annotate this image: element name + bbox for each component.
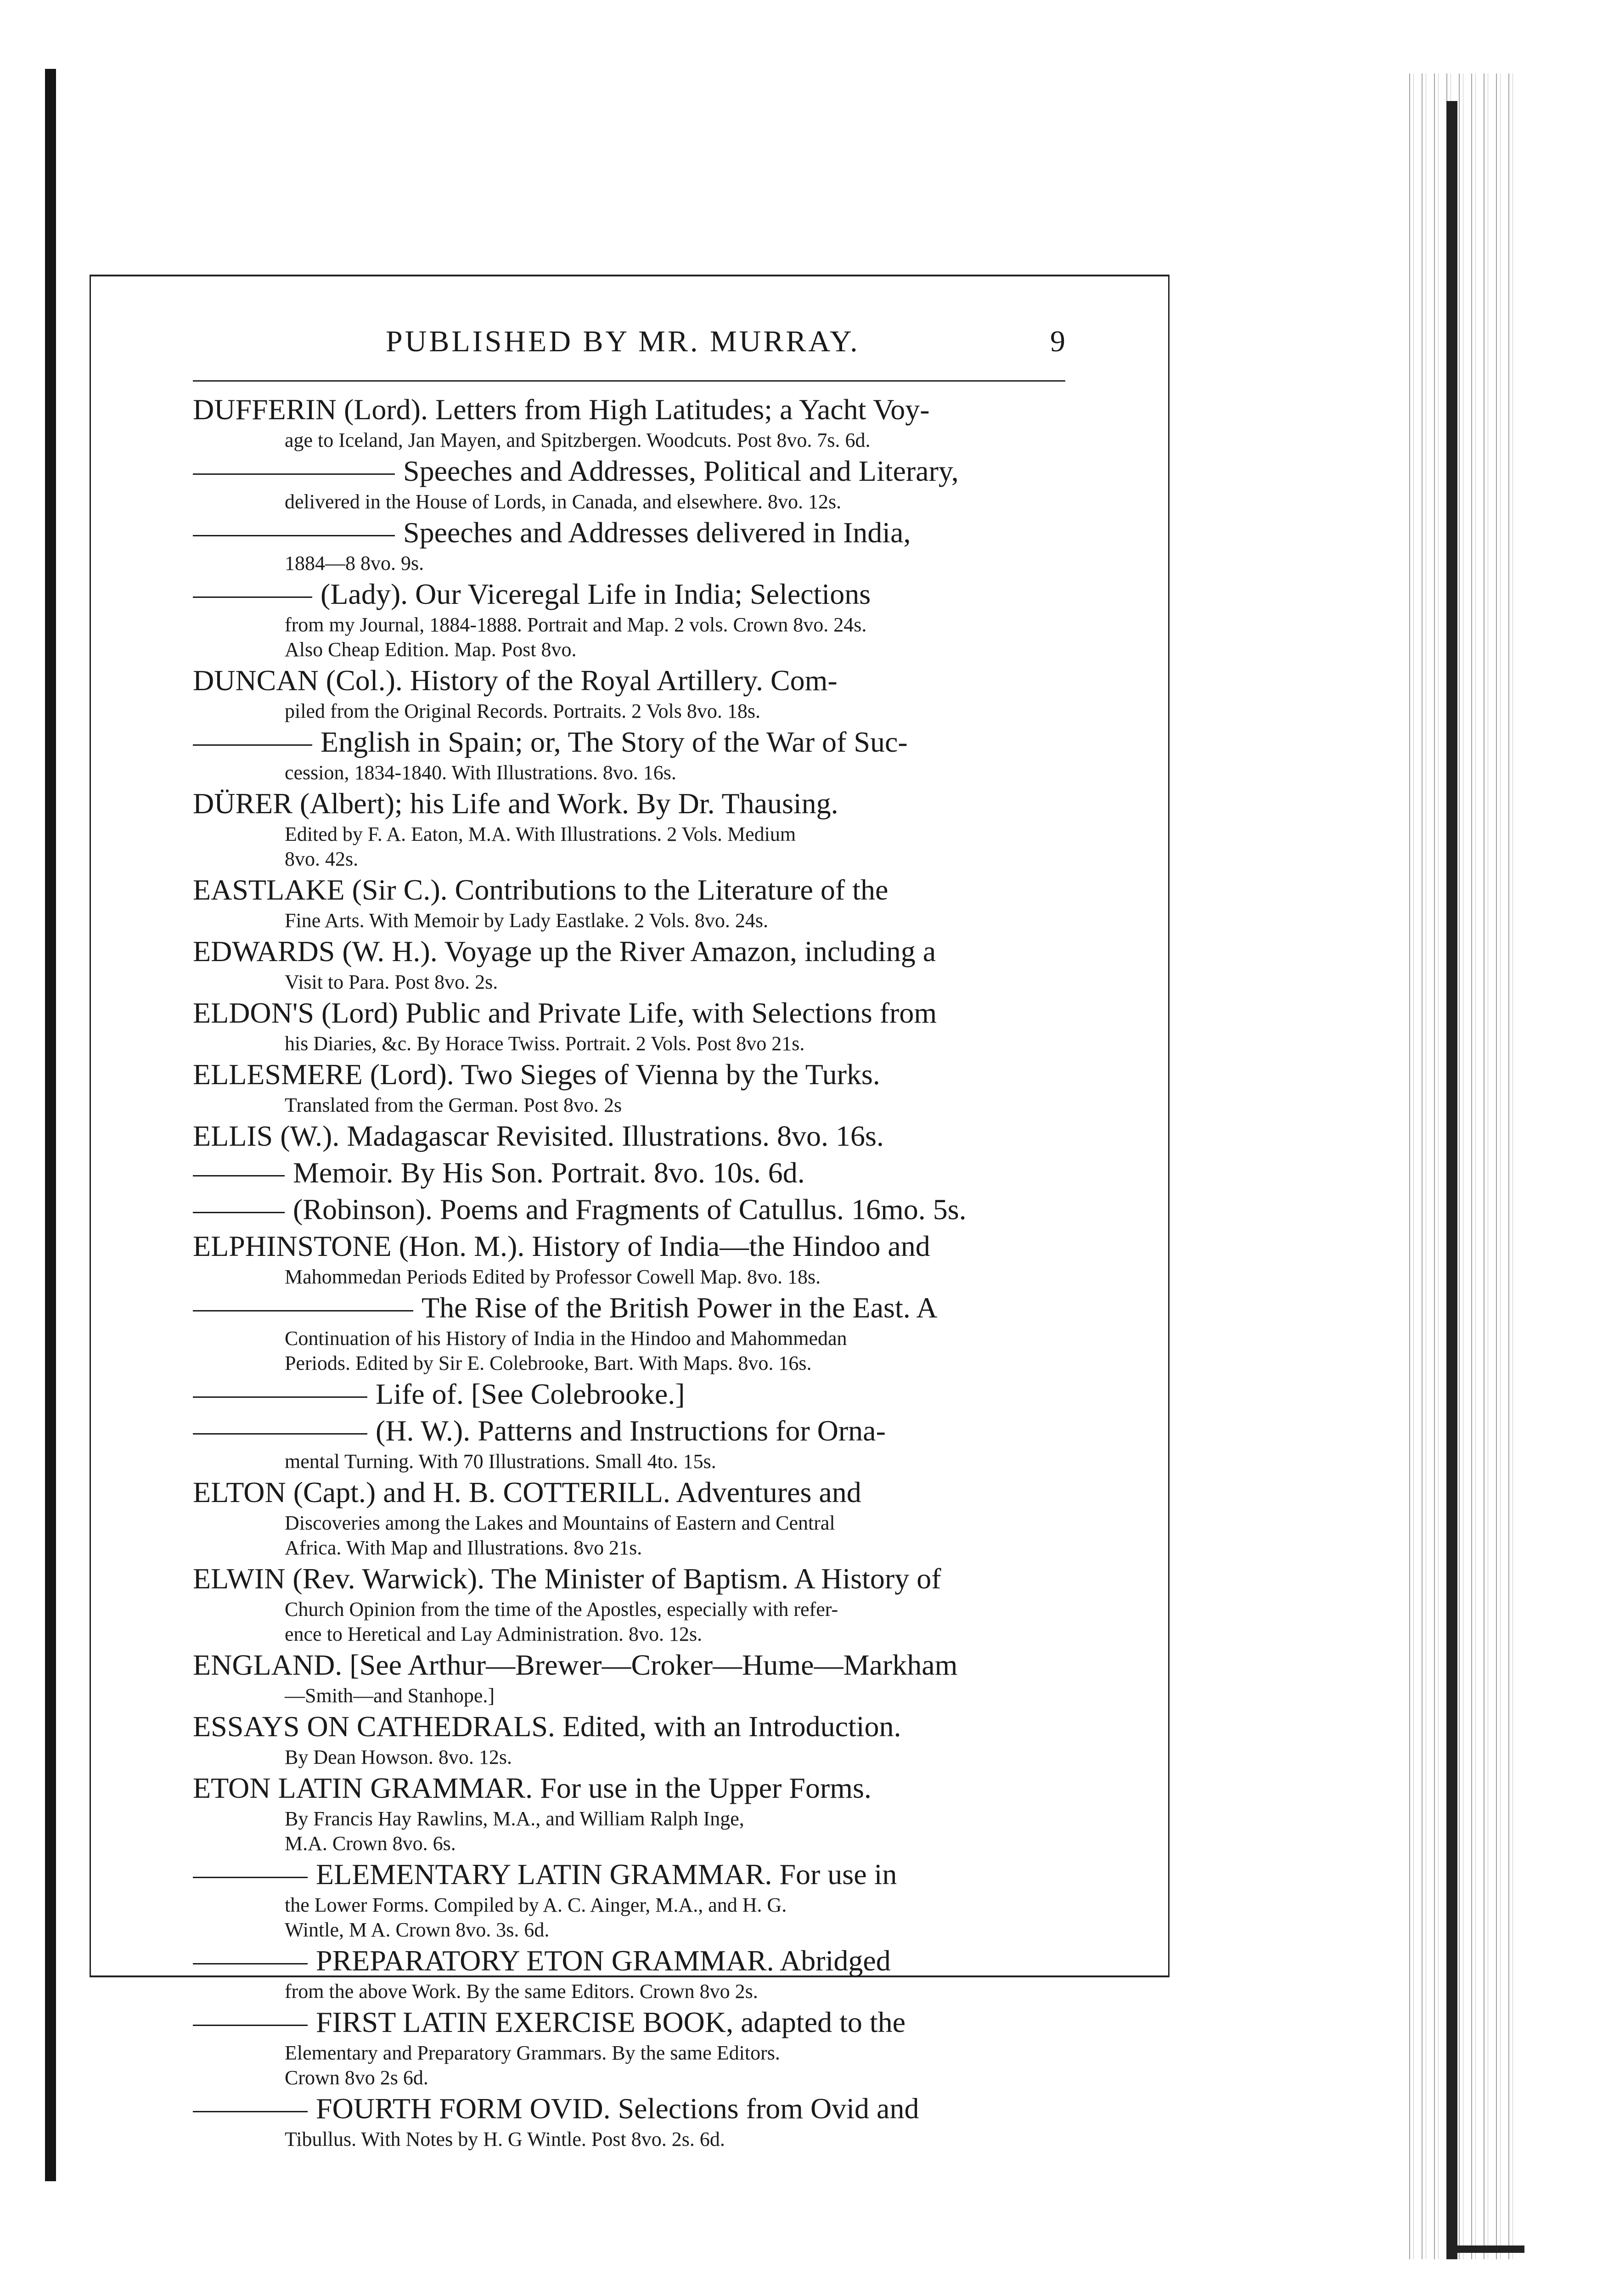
- ditto-rule: [193, 597, 312, 598]
- entry-head: ELPHINSTONE (Hon. M.). History of India—the Hindoo and: [193, 1230, 930, 1262]
- entry-head: (Lady). Our Viceregal Life in India; Selections: [321, 578, 871, 610]
- entry-elphinstone-life: [193, 1376, 1065, 1412]
- entry-edwards: [193, 933, 1065, 995]
- entry-eton-preparatory: [193, 1942, 1065, 2004]
- entry-elphinstone-hw: [193, 1412, 1065, 1474]
- entry-detail: Mahommedan Periods Edited by Professor Cowell Map. 8vo. 18s.: [285, 1266, 821, 1288]
- entry-ellesmere: [193, 1056, 1065, 1118]
- entry-detail: piled from the Original Records. Portraits. 2 Vols 8vo. 18s.: [285, 700, 760, 722]
- entry-head: EDWARDS (W. H.). Voyage up the River Amazon, including a: [193, 935, 936, 968]
- ditto-rule: [193, 1433, 367, 1435]
- entry-head: FIRST LATIN EXERCISE BOOK, adapted to the: [316, 2006, 906, 2038]
- entry-detail: Crown 8vo 2s 6d.: [285, 2066, 428, 2089]
- entry-detail: from the above Work. By the same Editors. Crown 8vo 2s.: [285, 1980, 758, 2003]
- entry-durer: [193, 785, 1065, 872]
- entry-head: ELWIN (Rev. Warwick). The Minister of Baptism. A History of: [193, 1562, 941, 1595]
- entry-detail: ence to Heretical and Lay Administration. 8vo. 12s.: [285, 1623, 703, 1645]
- ditto-rule: [193, 1877, 308, 1878]
- entry-detail: Wintle, M A. Crown 8vo. 3s. 6d.: [285, 1919, 550, 1941]
- entry-ellis-memoir: [193, 1154, 1065, 1191]
- ditto-rule: [193, 535, 395, 536]
- ditto-rule: [193, 1175, 285, 1176]
- entry-detail: M.A. Crown 8vo. 6s.: [285, 1832, 456, 1855]
- entry-detail: Visit to Para. Post 8vo. 2s.: [285, 971, 498, 993]
- entry-head: (Robinson). Poems and Fragments of Catullus. 16mo. 5s.: [293, 1193, 967, 1226]
- entry-detail: age to Iceland, Jan Mayen, and Spitzbergen. Woodcuts. Post 8vo. 7s. 6d.: [285, 429, 871, 451]
- entry-head: ELLESMERE (Lord). Two Sieges of Vienna by the Turks.: [193, 1058, 880, 1091]
- entry-head: ENGLAND. [See Arthur—Brewer—Croker—Hume—Markham: [193, 1649, 958, 1681]
- entry-duncan: [193, 662, 1065, 724]
- page-edge-right: [1405, 73, 1515, 2259]
- ditto-rule: [193, 1396, 367, 1398]
- entry-head: Speeches and Addresses delivered in India,: [403, 516, 911, 549]
- entry-head: ESSAYS ON CATHEDRALS. Edited, with an Introduction.: [193, 1710, 901, 1743]
- entry-detail: the Lower Forms. Compiled by A. C. Ainger, M.A., and H. G.: [285, 1894, 787, 1916]
- entry-head: ELTON (Capt.) and H. B. COTTERILL. Adventures and: [193, 1476, 861, 1508]
- entry-head: DUNCAN (Col.). History of the Royal Artillery. Com-: [193, 664, 838, 697]
- entry-ellis: [193, 1118, 1065, 1154]
- entry-detail: Periods. Edited by Sir E. Colebrooke, Bart. With Maps. 8vo. 16s.: [285, 1352, 812, 1374]
- entry-dufferin-india-speeches: [193, 514, 1065, 576]
- entry-elton: [193, 1474, 1065, 1560]
- entry-head: ETON LATIN GRAMMAR. For use in the Upper Forms.: [193, 1772, 872, 1804]
- entry-head: ELLIS (W.). Madagascar Revisited. Illustrations. 8vo. 16s.: [193, 1120, 884, 1152]
- running-title: PUBLISHED BY MR. MURRAY.: [386, 325, 860, 358]
- entry-elphinstone: [193, 1228, 1065, 1289]
- binding-shadow-left: [45, 69, 56, 2181]
- ditto-rule: [193, 2025, 308, 2026]
- binding-edge-right: [1446, 101, 1457, 2259]
- ditto-rule: [193, 1212, 285, 1213]
- entry-head: PREPARATORY ETON GRAMMAR. Abridged: [316, 1944, 891, 1977]
- ditto-rule: [193, 2111, 308, 2112]
- entry-detail: cession, 1834-1840. With Illustrations. 8vo. 16s.: [285, 761, 676, 784]
- entry-detail: By Francis Hay Rawlins, M.A., and William Ralph Inge,: [285, 1807, 744, 1830]
- entry-head: (H. W.). Patterns and Instructions for Orna-: [376, 1414, 886, 1447]
- ditto-rule: [193, 1963, 308, 1964]
- entry-elwin: [193, 1560, 1065, 1647]
- entry-ellis-robinson: [193, 1191, 1065, 1228]
- entry-detail: Translated from the German. Post 8vo. 2s: [285, 1094, 622, 1116]
- entry-detail: mental Turning. With 70 Illustrations. Small 4to. 15s.: [285, 1450, 716, 1473]
- entry-detail: his Diaries, &c. By Horace Twiss. Portrait. 2 Vols. Post 8vo 21s.: [285, 1032, 805, 1055]
- entry-elphinstone-rise: [193, 1289, 1065, 1376]
- entry-eastlake: [193, 872, 1065, 933]
- entry-detail: Tibullus. With Notes by H. G Wintle. Post 8vo. 2s. 6d.: [285, 2128, 725, 2150]
- entry-eton-elementary: [193, 1856, 1065, 1942]
- entry-eton-exercise: [193, 2004, 1065, 2090]
- entry-head: Memoir. By His Son. Portrait. 8vo. 10s. 6d.: [293, 1156, 805, 1189]
- entry-head: The Rise of the British Power in the East. A: [422, 1291, 938, 1324]
- entry-detail: Fine Arts. With Memoir by Lady Eastlake. 2 Vols. 8vo. 24s.: [285, 909, 768, 932]
- entry-head: DÜRER (Albert); his Life and Work. By Dr. Thausing.: [193, 787, 838, 820]
- entry-detail: Continuation of his History of India in the Hindoo and Mahommedan: [285, 1327, 847, 1350]
- ditto-rule: [193, 744, 312, 746]
- entry-dufferin: [193, 391, 1065, 453]
- ditto-rule: [193, 473, 395, 475]
- entry-head: English in Spain; or, The Story of the War of Suc-: [321, 726, 908, 758]
- catalogue-entries: [193, 391, 1065, 2152]
- entry-detail: Africa. With Map and Illustrations. 8vo 21s.: [285, 1536, 642, 1559]
- entry-detail: delivered in the House of Lords, in Canada, and elsewhere. 8vo. 12s.: [285, 490, 842, 513]
- entry-detail: Elementary and Preparatory Grammars. By the same Editors.: [285, 2042, 780, 2064]
- entry-detail: Church Opinion from the time of the Apostles, especially with refer-: [285, 1598, 838, 1621]
- entry-head: EASTLAKE (Sir C.). Contributions to the Literature of the: [193, 873, 888, 906]
- entry-detail: Edited by F. A. Eaton, M.A. With Illustrations. 2 Vols. Medium: [285, 823, 796, 845]
- header-rule: [193, 380, 1065, 382]
- entry-duncan-spain: [193, 724, 1065, 785]
- entry-england: [193, 1647, 1065, 1708]
- page-header: [193, 324, 1065, 370]
- entry-detail: Also Cheap Edition. Map. Post 8vo.: [285, 638, 577, 661]
- entry-detail: 8vo. 42s.: [285, 848, 359, 870]
- entry-dufferin-lady: [193, 576, 1065, 662]
- ditto-rule: [193, 1310, 413, 1311]
- entry-head: Speeches and Addresses, Political and Literary,: [403, 455, 959, 487]
- binding-edge-foot: [1456, 2245, 1524, 2253]
- entry-head: DUFFERIN (Lord). Letters from High Latitudes; a Yacht Voy-: [193, 393, 930, 426]
- entry-detail: By Dean Howson. 8vo. 12s.: [285, 1746, 512, 1768]
- entry-detail: —Smith—and Stanhope.]: [285, 1684, 495, 1707]
- entry-head: ELDON'S (Lord) Public and Private Life, with Selections from: [193, 996, 937, 1029]
- page-number: 9: [1050, 325, 1065, 358]
- entry-dufferin-speeches: [193, 453, 1065, 514]
- entry-detail: from my Journal, 1884-1888. Portrait and Map. 2 vols. Crown 8vo. 24s.: [285, 613, 867, 636]
- entry-detail: 1884—8 8vo. 9s.: [285, 552, 424, 574]
- entry-eton-latin: [193, 1770, 1065, 1856]
- entry-head: ELEMENTARY LATIN GRAMMAR. For use in: [316, 1858, 897, 1891]
- entry-essays: [193, 1708, 1065, 1770]
- entry-head: FOURTH FORM OVID. Selections from Ovid and: [316, 2092, 919, 2125]
- entry-detail: Discoveries among the Lakes and Mountains of Eastern and Central: [285, 1512, 835, 1534]
- entry-eton-ovid: [193, 2090, 1065, 2152]
- entry-eldon: [193, 995, 1065, 1056]
- entry-head: Life of. [See Colebrooke.]: [376, 1378, 685, 1410]
